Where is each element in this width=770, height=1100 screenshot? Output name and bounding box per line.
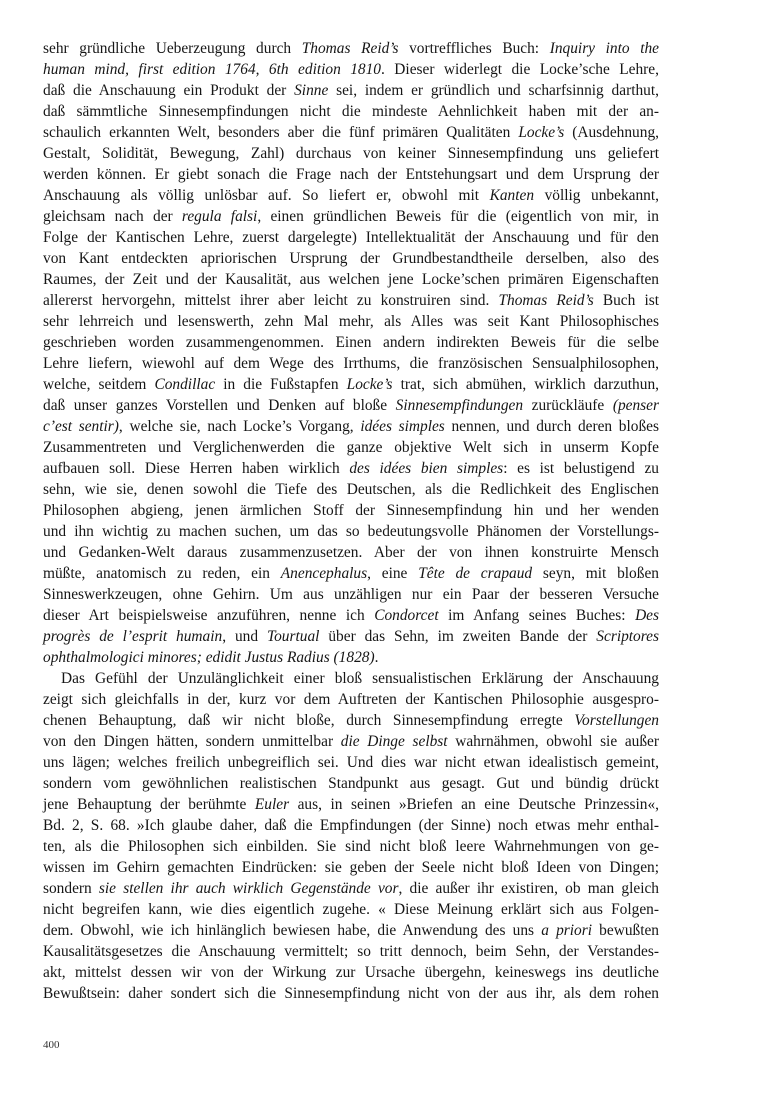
- text-line: [43, 479, 659, 500]
- text-line: [43, 836, 659, 857]
- text-span: über das Sehn, im zweiten Bande der: [319, 628, 597, 645]
- text-span: sondern: [43, 880, 99, 897]
- page-body: [43, 38, 659, 1004]
- italic-span: Euler: [254, 796, 290, 813]
- text-line: [43, 269, 659, 290]
- text-span: (Ausdehnung,: [564, 124, 659, 141]
- text-line: [43, 437, 659, 458]
- text-line: [43, 857, 659, 878]
- italic-span: c’est sentir): [43, 418, 119, 435]
- text-line: [43, 248, 659, 269]
- text-line: [43, 584, 659, 605]
- italic-span: Condillac: [154, 376, 216, 393]
- text-span: zurückläufe: [523, 397, 613, 414]
- text-span: von den Dingen hätten, sondern unmittelbar: [43, 733, 341, 750]
- text-span: geschrieben worden zusammengenommen. Einen andern indirekten Beweis für die selbe: [43, 334, 659, 351]
- text-span: nennen, und durch deren bloßes: [444, 418, 659, 435]
- text-span: ten, als die Philosophen sich einbilden. Sie sind nicht bloß leere Wahrnehmungen von ge-: [43, 838, 659, 855]
- text-span: daß die Anschauung ein Produkt der: [43, 82, 295, 99]
- text-line: [43, 878, 659, 899]
- text-span: akt, mittelst dessen wir von der Wirkung zur Ursache übergehn, keineswegs ins deutliche: [43, 964, 659, 981]
- text-span: : es ist belustigend zu: [503, 460, 660, 477]
- text-span: im Anfang seines Buches:: [438, 607, 636, 624]
- text-line: [43, 668, 659, 689]
- text-span: , und: [222, 628, 267, 645]
- text-span: chenen Behauptung, daß wir nicht bloße, durch Sinnesempfindung erregte: [43, 712, 575, 729]
- italic-span: Thomas Reid’s: [301, 40, 399, 57]
- text-span: daß sämmtliche Sinnesempfindungen nicht die mindeste Aehnlichkeit haben mit der an-: [43, 103, 659, 120]
- text-span: sei, indem er gründlich und scharfsinnig darthut,: [328, 82, 659, 99]
- italic-span: a priori: [541, 922, 592, 939]
- italic-span: Vorstellungen: [574, 712, 659, 729]
- text-span: Lehre liefern, wiewohl auf dem Wege des Irrthums, die französischen Sensualphilosophen,: [43, 355, 659, 372]
- text-span: vortreffliches Buch:: [398, 40, 550, 57]
- text-span: sehr lehrreich und lesenswerth, zehn Mal mehr, als Alles was seit Kant Philosophisches: [43, 313, 659, 330]
- text-span: und ihn wichtig zu machen suchen, um das so bedeutungsvolle Phänomen der Vorstellungs-: [43, 523, 659, 540]
- text-span: nicht begreifen kann, wie dies eigentlich zugehe. « Diese Meinung erklärt sich aus Folgen-: [43, 901, 659, 918]
- text-span: welche, seitdem: [43, 376, 155, 393]
- text-span: Zusammentreten und Verglichenwerden die ganze objektive Welt sich in unserm Kopfe: [43, 439, 659, 456]
- italic-span: Scriptores: [596, 628, 659, 645]
- text-line: [43, 206, 659, 227]
- text-span: jene Behauptung der berühmte: [43, 796, 255, 813]
- text-span: , einen gründlichen Beweis für die (eigentlich von mir, in: [257, 208, 659, 225]
- text-line: [43, 185, 659, 206]
- italic-span: Sinnesempfindungen: [395, 397, 524, 414]
- text-span: dieser Art beispielsweise anzuführen, nenne ich: [43, 607, 375, 624]
- text-span: Kausalitätsgesetzes die Anschauung vermittelt; so tritt dennoch, beim Sehn, der Verstandes-: [43, 943, 659, 960]
- italic-span: Thomas Reid’s: [498, 292, 594, 309]
- italic-span: Anencephalus: [280, 565, 368, 582]
- text-line: [43, 332, 659, 353]
- text-line: [43, 143, 659, 164]
- text-line: [43, 731, 659, 752]
- text-line: [43, 38, 659, 59]
- text-span: zeigt sich gleichfalls in der, kurz vor dem Auftreten der Kantischen Philosophie ausgespro-: [43, 691, 659, 708]
- text-span: Philosophen abgieng, jenen ärmlichen Stoff der Sinnesempfindung hin und her wenden: [43, 502, 659, 519]
- text-span: sehr gründliche Ueberzeugung durch: [43, 40, 302, 57]
- italic-span: des idées bien simples: [349, 460, 504, 477]
- italic-span: Locke’s: [346, 376, 393, 393]
- text-span: wahrnähmen, obwohl sie außer: [447, 733, 660, 750]
- text-line: [43, 563, 659, 584]
- text-line: [43, 164, 659, 185]
- text-line: [43, 773, 659, 794]
- text-span: in die Fußstapfen: [215, 376, 347, 393]
- italic-span: Kanten: [489, 187, 535, 204]
- italic-span: ophthalmologici minores; edidit Justus Radius (1828): [43, 649, 375, 666]
- text-line: [43, 458, 659, 479]
- italic-span: regula falsi: [181, 208, 258, 225]
- text-line: [43, 311, 659, 332]
- text-line: [43, 80, 659, 101]
- text-line: [43, 689, 659, 710]
- text-span: schaulich erkannten Welt, besonders aber die fünf primären Qualitäten: [43, 124, 519, 141]
- text-span: , eine: [367, 565, 419, 582]
- text-span: von Kant entdeckten apriorischen Ursprung der Grundbestandtheile derselben, also des: [43, 250, 659, 267]
- text-span: völlig unbekannt,: [534, 187, 659, 204]
- text-span: .: [374, 649, 379, 666]
- italic-span: sie stellen ihr auch wirklich Gegenstände vor: [98, 880, 399, 897]
- text-line: [43, 542, 659, 563]
- text-line: [43, 626, 659, 647]
- text-line: [43, 500, 659, 521]
- italic-span: Locke’s: [518, 124, 565, 141]
- text-line: [43, 122, 659, 143]
- text-line: [43, 983, 659, 1004]
- text-span: wissen im Gehirn gemachten Eindrücken: sie geben der Seele nicht bloß Ideen von Dingen;: [43, 859, 659, 876]
- text-span: , welche sie, nach Locke’s Vorgang,: [118, 418, 361, 435]
- text-line: [43, 962, 659, 983]
- text-line: [43, 59, 659, 80]
- text-span: uns lägen; welches freilich unbegreiflich sei. Und dies war nicht etwan idealistisch gemeint,: [43, 754, 659, 771]
- italic-span: Condorcet: [374, 607, 439, 624]
- text-span: Das Gefühl der Unzulänglichkeit einer bloß sensualistischen Erklärung der Anschauung: [61, 670, 659, 687]
- text-span: müßte, anatomisch zu reden, ein: [43, 565, 281, 582]
- text-line: [43, 353, 659, 374]
- text-span: Bd. 2, S. 68. »Ich glaube daher, daß die Empfindungen (der Sinne) noch etwas mehr enthal-: [43, 817, 659, 834]
- text-span: dem. Obwohl, wie ich hinlänglich bewiesen habe, die Anwendung des uns: [43, 922, 542, 939]
- text-span: und Gedanken-Welt daraus zusammenzusetzen. Aber der von ihnen konstruirte Mensch: [43, 544, 659, 561]
- text-span: Bewußtsein: daher sondert sich die Sinnesempfindung nicht von der aus ihr, als dem rohen: [43, 985, 659, 1002]
- italic-span: Des: [635, 607, 659, 624]
- italic-span: Inquiry into the: [549, 40, 659, 57]
- page-number: 400: [43, 1039, 60, 1051]
- italic-span: die Dinge selbst: [340, 733, 448, 750]
- text-span: , die außer ihr existiren, ob man gleich: [398, 880, 659, 897]
- text-line: [43, 920, 659, 941]
- text-span: werden können. Er giebt sonach die Frage nach der Entstehungsart und dem Ursprung der: [43, 166, 659, 183]
- italic-span: progrès de l’esprit humain: [43, 628, 223, 645]
- italic-span: human mind, first edition 1764, 6th edition 1810: [43, 61, 382, 78]
- italic-span: Sinne: [294, 82, 329, 99]
- text-span: allererst hervorgehn, mittelst ihrer aber leicht zu konstruiren sind.: [43, 292, 499, 309]
- text-span: Buch ist: [593, 292, 659, 309]
- text-span: aufbauen soll. Diese Herren haben wirklich: [43, 460, 350, 477]
- text-span: aus, in seinen »Briefen an eine Deutsche Prinzessin«,: [289, 796, 659, 813]
- text-span: Gestalt, Solidität, Bewegung, Zahl) durchaus von keiner Sinnesempfindung uns geliefert: [43, 145, 659, 162]
- text-span: . Dieser widerlegt die Locke’sche Lehre,: [381, 61, 659, 78]
- text-line: [43, 605, 659, 626]
- text-span: sehn, wie sie, denen sowohl die Tiefe des Deutschen, als die Redlichkeit des Englischen: [43, 481, 659, 498]
- text-line: [43, 227, 659, 248]
- text-span: bewußten: [592, 922, 660, 939]
- text-line: [43, 374, 659, 395]
- text-line: [43, 416, 659, 437]
- text-span: gleichsam nach der: [43, 208, 182, 225]
- text-line: [43, 521, 659, 542]
- text-span: sondern vom gewöhnlichen realistischen Standpunkt aus gesagt. Gut und bündig drückt: [43, 775, 659, 792]
- text-line: [43, 941, 659, 962]
- text-line: [43, 290, 659, 311]
- italic-span: Tête de crapaud: [418, 565, 533, 582]
- italic-span: idées simples: [360, 418, 445, 435]
- text-span: seyn, mit bloßen: [532, 565, 659, 582]
- text-line: [43, 815, 659, 836]
- text-span: trat, sich abmühen, wirklich darzuthun,: [392, 376, 659, 393]
- text-line: [43, 395, 659, 416]
- text-line: [43, 710, 659, 731]
- text-line: [43, 794, 659, 815]
- text-line: [43, 101, 659, 122]
- italic-span: Tourtual: [266, 628, 320, 645]
- italic-span: (penser: [612, 397, 659, 414]
- text-line: [43, 752, 659, 773]
- text-span: Raumes, der Zeit und der Kausalität, aus welchen jene Locke’schen primären Eigenschaften: [43, 271, 659, 288]
- text-span: Anschauung als völlig unlösbar auf. So liefert er, obwohl mit: [43, 187, 490, 204]
- text-span: daß unser ganzes Vorstellen und Denken auf bloße: [43, 397, 396, 414]
- text-line: [43, 647, 659, 668]
- text-span: Folge der Kantischen Lehre, zuerst dargelegte) Intellektualität der Anschauung und für den: [43, 229, 659, 246]
- text-span: Sinneswerkzeugen, ohne Gehirn. Um aus unzähligen nur ein Paar der besseren Versuche: [43, 586, 659, 603]
- text-line: [43, 899, 659, 920]
